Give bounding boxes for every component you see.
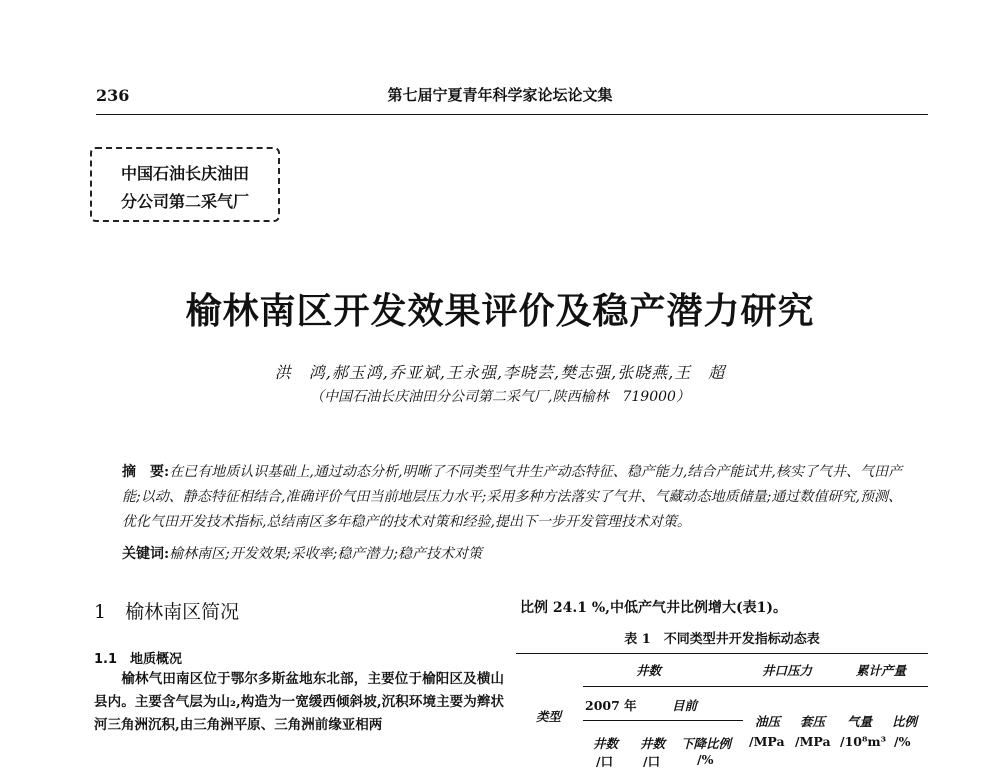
table-col-drop-ratio: 下降比例: [681, 736, 732, 751]
table-group-rule: [583, 686, 928, 687]
table-col-gas-volume: 气量: [847, 714, 873, 729]
subsection-heading: 1.1 地质概况: [94, 652, 183, 667]
table-col-casing-pressure: 套压: [800, 714, 826, 729]
affiliation-stamp-box: [90, 147, 280, 222]
table-caption: 表 1 不同类型井开发指标动态表: [624, 632, 820, 647]
table-unit-drop: /%: [697, 752, 714, 767]
table-unit-casing-pressure: /MPa: [795, 734, 831, 749]
running-header: 第七届宁夏青年科学家论坛论文集: [387, 86, 613, 104]
header-rule: [96, 114, 928, 115]
right-column-text: 比例 24.1 %,中低产气井比例增大(表1)。: [520, 600, 788, 616]
table-group-pressure: 井口压力: [762, 663, 813, 678]
author-list: 洪 鸿,郝玉鸿,乔亚斌,王永强,李晓芸,樊志强,张晓燕,王 超: [274, 363, 726, 382]
page-number: 236: [96, 86, 130, 105]
table-unit-wells-now: /口: [643, 754, 661, 769]
table-row-header-type: 类型: [536, 709, 562, 724]
table-col-wells-2007: 井数: [593, 736, 619, 751]
abstract-label: 摘 要:: [122, 464, 170, 480]
body-paragraph: 榆林气田南区位于鄂尔多斯盆地东北部，主要位于榆阳区及横山县内。主要含气层为山₂,构造为一宽缓西倾斜坡,沉积环境主要为辫状河三角洲沉积,由三角洲平原、三角洲前缘亚相两: [94, 671, 504, 733]
table-subgroup-rule: [583, 720, 743, 721]
author-affiliation: （中国石油长庆油田分公司第二采气厂,陕西榆林 719000）: [310, 389, 690, 405]
affiliation-stamp-line-2: 分公司第二采气厂: [120, 192, 249, 211]
affiliation-stamp-line-1: 中国石油长庆油田: [120, 164, 249, 183]
paper-title: 榆林南区开发效果评价及稳产潜力研究: [185, 290, 815, 332]
section-heading: 1 榆林南区简况: [94, 601, 240, 623]
table-col-oil-pressure: 油压: [755, 714, 781, 729]
table-col-wells-now: 井数: [640, 736, 666, 751]
keywords: [122, 543, 902, 563]
table-current: 目前: [672, 698, 698, 713]
table-unit-oil-pressure: /MPa: [749, 734, 785, 749]
table-unit-wells-2007: /口: [596, 754, 614, 769]
table-group-wells: 井数: [636, 663, 662, 678]
abstract: [122, 460, 902, 535]
keywords-text: 榆林南区;开发效果;采收率;稳产潜力;稳产技术对策: [169, 546, 483, 562]
abstract-text: 在已有地质认识基础上,通过动态分析,明晰了不同类型气井生产动态特征、稳产能力,结合产能试井,核实了气井、气田产能;以动、静态特征相结合,准确评价气田当前地层压力水平;采用多种方法落实了气井、气藏动态地质储量;通过数值研究,预测、优化气田开发技术指标,总结南区多年稳产的技术对策和经验,提出下一步开发管理技术对策。: [122, 464, 902, 530]
table-unit-ratio: /%: [894, 734, 911, 749]
keywords-label: 关键词:: [122, 546, 170, 562]
table-group-cumulative: 累计产量: [856, 663, 907, 678]
table-year-2007: 2007 年: [585, 698, 637, 713]
table-col-ratio: 比例: [892, 714, 918, 729]
table-unit-gas: /10⁸m³: [840, 734, 887, 749]
table-top-rule: [516, 653, 928, 654]
